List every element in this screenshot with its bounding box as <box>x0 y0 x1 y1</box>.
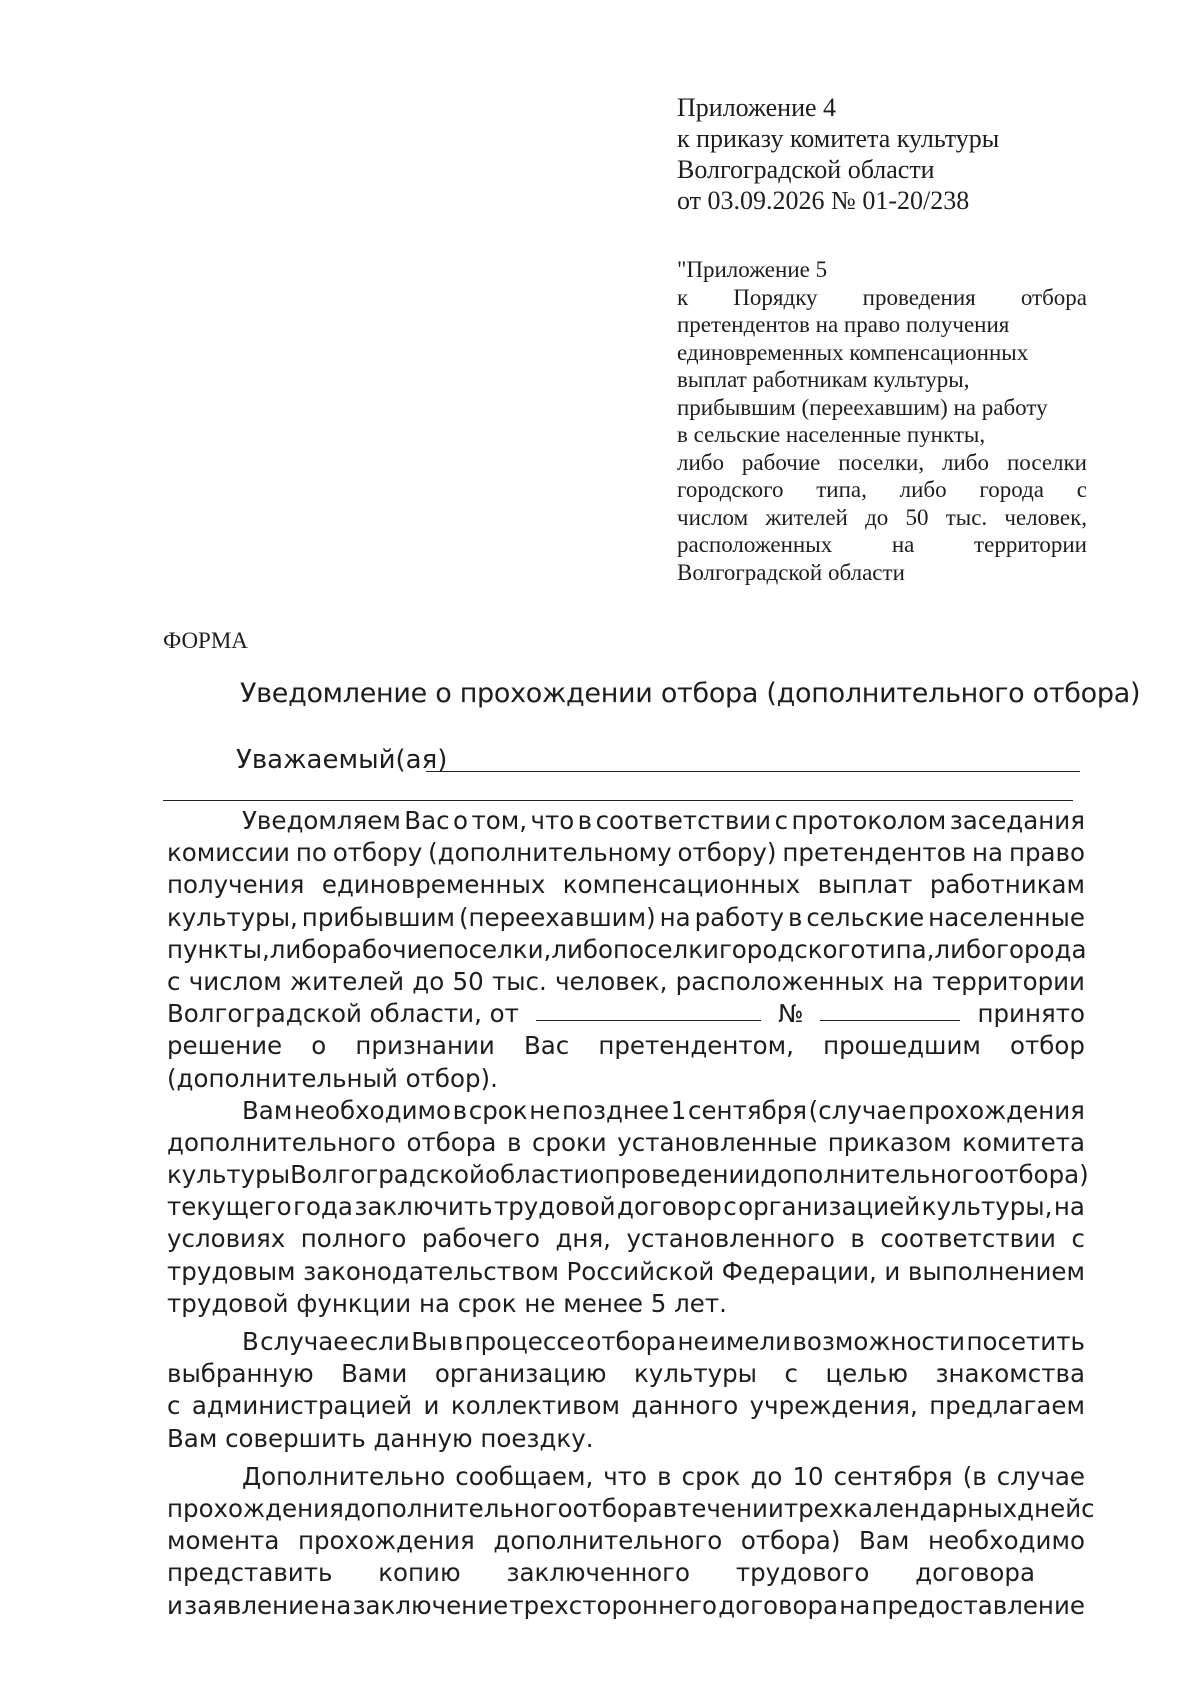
word: организацию <box>434 1359 607 1389</box>
word: признании <box>355 1031 495 1061</box>
word: компенсационных <box>562 870 801 900</box>
word: отбора <box>586 1327 677 1356</box>
word: учреждения, <box>749 1391 918 1421</box>
word: выбранную <box>167 1359 314 1389</box>
word: выплат <box>817 870 913 900</box>
word: сентября <box>688 1095 807 1125</box>
word: тыс. <box>491 966 547 996</box>
word: заключить <box>354 1192 493 1222</box>
word: сельские <box>806 902 925 932</box>
word: Вы <box>411 1327 448 1356</box>
paragraph-line <box>167 1159 1089 1191</box>
word: дней <box>1017 1493 1082 1523</box>
word: Волгоградской <box>290 1160 485 1190</box>
word: с <box>167 1391 181 1421</box>
word: на <box>1053 1192 1085 1222</box>
paragraph-line <box>167 837 1085 869</box>
word: с <box>774 806 789 835</box>
order-reference-line: претендентов на право получения <box>677 312 1010 337</box>
word: рабочего <box>421 1224 540 1254</box>
word: срок <box>468 1095 528 1125</box>
number-sign: № <box>777 999 804 1029</box>
order-reference <box>677 256 1087 586</box>
word: и <box>884 1256 901 1286</box>
word: целью <box>825 1359 908 1389</box>
word: дополнительного <box>493 1526 723 1556</box>
appendix-line: к приказу комитета культуры <box>677 124 1000 153</box>
word: и <box>423 1391 440 1421</box>
word: возможности <box>792 1327 966 1356</box>
word: с <box>784 1359 798 1389</box>
word: в <box>577 806 593 835</box>
word: области <box>484 1160 590 1190</box>
word: отбор <box>1010 1031 1085 1061</box>
word: прохождения <box>908 1095 1085 1125</box>
paragraph-line <box>167 1223 1085 1255</box>
word: необходимо <box>293 1095 451 1125</box>
word: заключенного <box>506 1558 690 1588</box>
word: предлагаем <box>929 1391 1085 1421</box>
appendix-header <box>677 92 1097 216</box>
word: Вас <box>404 806 450 835</box>
salutation-label: Уважаемый(ая) <box>236 745 448 775</box>
word: трехстороннего <box>509 1590 718 1620</box>
word: договора <box>718 1590 839 1620</box>
word: не <box>529 1095 561 1125</box>
word: отбора <box>572 1493 663 1523</box>
word: 1 <box>670 1095 687 1125</box>
word: прохождения <box>297 1526 475 1556</box>
paragraph-line <box>167 869 1085 901</box>
word: о <box>453 806 469 835</box>
word: знакомства <box>935 1359 1085 1389</box>
word: на <box>839 1590 871 1620</box>
text-segment: принято <box>977 999 1085 1029</box>
word: комиссии <box>167 838 290 868</box>
word: право <box>1008 838 1085 868</box>
word: Российской <box>566 1256 715 1286</box>
paragraph-line <box>167 1127 1085 1159</box>
word: договора <box>915 1558 1035 1588</box>
word: администрацией <box>191 1391 413 1421</box>
word: с <box>1081 1493 1095 1523</box>
word: течении <box>677 1493 784 1523</box>
word: с <box>1071 1224 1085 1254</box>
order-reference-line: единовременных компенсационных <box>677 339 1029 365</box>
word: условиях <box>167 1224 286 1254</box>
word: в <box>787 902 803 932</box>
word: текущего <box>167 1192 292 1222</box>
word: на <box>659 902 691 932</box>
paragraph-line <box>167 1423 1085 1455</box>
order-reference-line: либо рабочие поселки, либо поселки <box>677 449 1087 475</box>
word: Вам <box>242 1095 293 1125</box>
paragraph-line <box>167 1461 1085 1493</box>
word: соответствии <box>595 806 772 835</box>
word: типа, <box>865 934 935 964</box>
order-reference-line: прибывшим (переехавшим) на работу <box>677 394 1048 420</box>
notification-body <box>167 805 1095 1622</box>
word: отбора) <box>740 1526 841 1556</box>
word: поселки <box>613 934 719 964</box>
word: приказом <box>827 1127 952 1157</box>
word: поселки, <box>437 934 552 964</box>
word: на <box>972 838 1004 868</box>
word: в <box>448 1327 464 1356</box>
salutation-row <box>236 742 1080 778</box>
paragraph-line <box>167 1063 1085 1095</box>
word: дополнительного <box>167 1127 396 1157</box>
word: проведении <box>604 1160 761 1190</box>
word: получения <box>167 870 305 900</box>
word: заявление <box>184 1590 320 1620</box>
word: о <box>589 1160 605 1190</box>
word: предоставление <box>871 1590 1085 1620</box>
form-label: ФОРМА <box>163 628 248 653</box>
word: полного <box>300 1224 407 1254</box>
word: трудовой <box>493 1192 616 1222</box>
word: на <box>320 1590 352 1620</box>
word: с <box>167 966 181 996</box>
word: данного <box>631 1391 739 1421</box>
word: отбору) <box>677 838 777 868</box>
word: культуры <box>633 1359 758 1389</box>
word: претендентов <box>782 838 967 868</box>
text-segment: Вам совершить данную поездку. <box>167 1423 594 1453</box>
word: о <box>311 1031 327 1061</box>
word: что <box>530 806 575 835</box>
word: и <box>167 1590 183 1620</box>
word: работникам <box>929 870 1085 900</box>
word: в <box>452 1095 468 1125</box>
word: копию <box>378 1558 461 1588</box>
paragraph-line <box>167 1358 1085 1390</box>
word: в <box>662 1493 678 1523</box>
order-reference-line: к Порядку проведения отбора <box>677 284 1087 310</box>
word: комитета <box>962 1127 1085 1157</box>
word: до <box>750 1461 783 1491</box>
word: что <box>603 1461 648 1491</box>
word: рабочие <box>331 934 438 964</box>
word: процессе <box>464 1327 585 1356</box>
word: решение <box>167 1031 283 1061</box>
text-segment: (дополнительный отбор). <box>167 1063 498 1093</box>
word: трудового <box>735 1558 870 1588</box>
word: дополнительного <box>760 1160 990 1190</box>
paragraph-line <box>167 805 1085 837</box>
word: (дополнительному <box>428 838 672 868</box>
word: расположенных <box>675 966 885 996</box>
word: отбора) <box>989 1160 1089 1190</box>
paragraph-line <box>167 1326 1085 1358</box>
word: (переехавшим) <box>458 902 656 932</box>
word: 10 <box>792 1461 824 1491</box>
word: прошедшим <box>823 1031 981 1061</box>
paragraph-line <box>167 934 1085 966</box>
word: претендентом, <box>598 1031 794 1061</box>
word: либо <box>269 934 332 964</box>
word: культуры, <box>921 1192 1053 1222</box>
word: если <box>349 1327 410 1356</box>
word: работу <box>694 902 784 932</box>
order-reference-line: выплат работникам культуры, <box>677 367 970 392</box>
word: выполнением <box>907 1256 1085 1286</box>
word: сообщаем, <box>455 1461 594 1491</box>
word: города <box>996 934 1087 964</box>
word: на <box>892 966 924 996</box>
paragraph-line <box>167 1030 1085 1062</box>
paragraph-line <box>167 1557 1085 1589</box>
word: Вас <box>523 1031 570 1061</box>
paragraph-line <box>167 1095 1085 1127</box>
order-reference-line: расположенных на территории <box>677 532 1087 557</box>
appendix-line: Волгоградской области <box>677 155 935 184</box>
word: отбора <box>406 1127 497 1157</box>
word: случае <box>260 1327 349 1356</box>
word: имели <box>710 1327 792 1356</box>
order-reference-line: числом жителей до 50 тыс. человек, <box>677 504 1087 530</box>
word: протоколом <box>791 806 947 835</box>
word: календарных <box>843 1493 1018 1523</box>
word: случае <box>996 1461 1085 1491</box>
word: необходимо <box>927 1526 1085 1556</box>
word: Дополнительно <box>242 1461 446 1491</box>
word: срок <box>681 1461 741 1491</box>
word: посетить <box>966 1327 1085 1356</box>
text-segment: Волгоградской области, от <box>167 999 519 1029</box>
word: отбору <box>332 838 423 868</box>
word: прохождения <box>167 1493 344 1523</box>
order-reference-line: в сельские населенные пункты, <box>677 422 986 447</box>
word: установленного <box>626 1224 835 1254</box>
word: единовременных <box>321 870 546 900</box>
paragraph-line <box>167 902 1085 934</box>
appendix-line: Приложение 4 <box>677 93 837 122</box>
word: дня, <box>555 1224 611 1254</box>
word: в <box>657 1461 672 1491</box>
word: Федерации, <box>721 1256 877 1286</box>
paragraph-line-with-blanks <box>167 998 1085 1030</box>
word: В <box>242 1327 259 1356</box>
word: в <box>850 1224 865 1254</box>
word: пункты, <box>167 934 270 964</box>
word: человек, <box>555 966 668 996</box>
word: либо <box>934 934 997 964</box>
word: позднее <box>561 1095 670 1125</box>
word: сентября <box>833 1461 953 1491</box>
word: Вами <box>341 1359 408 1389</box>
recipient-name-blank-continued <box>163 800 1073 801</box>
paragraph-line <box>167 1256 1085 1288</box>
word: в <box>506 1127 522 1157</box>
text-segment: трудовой функции на срок не менее 5 лет. <box>167 1288 727 1318</box>
word: заседания <box>949 806 1085 835</box>
word: культуры <box>167 1160 291 1190</box>
appendix-order-number: от 03.09.2026 № 01-20/238 <box>677 186 970 215</box>
word: (в <box>962 1461 987 1491</box>
word: Вам <box>859 1526 910 1556</box>
word: городского <box>718 934 866 964</box>
word: сроки <box>531 1127 607 1157</box>
word: числом <box>188 966 282 996</box>
order-reference-line: "Приложение 5 <box>677 257 828 282</box>
word: культуры, <box>167 902 298 932</box>
word: жителей <box>290 966 405 996</box>
word: либо <box>551 934 613 964</box>
word: населенные <box>928 902 1085 932</box>
word: Уведомляем <box>242 806 401 835</box>
order-reference-line: Волгоградской области <box>677 559 905 585</box>
word: том, <box>471 806 528 835</box>
word: не <box>677 1327 709 1356</box>
word: момента <box>167 1526 280 1556</box>
word: соответствии <box>880 1224 1056 1254</box>
paragraph-line <box>167 1525 1085 1557</box>
word: заключение <box>352 1590 509 1620</box>
word: договор <box>617 1192 722 1222</box>
word: трех <box>783 1493 844 1523</box>
word: трудовым <box>167 1256 296 1286</box>
word: дополнительного <box>343 1493 573 1523</box>
recipient-name-blank <box>426 771 1080 772</box>
word: прибывшим <box>301 902 456 932</box>
protocol-number-blank <box>820 998 960 1021</box>
word: до <box>412 966 445 996</box>
word: (случае <box>808 1095 907 1125</box>
word: организацией <box>738 1192 921 1222</box>
word: установленные <box>617 1127 818 1157</box>
document-title: Уведомление о прохождении отбора (дополнительного отбора) <box>240 678 1141 709</box>
order-reference-line: городского типа, либо города с <box>677 477 1087 502</box>
word: с <box>723 1192 737 1222</box>
paragraph-line <box>167 1191 1085 1223</box>
word: представить <box>167 1558 333 1588</box>
protocol-date-blank <box>536 998 761 1021</box>
word: законодательством <box>303 1256 559 1286</box>
word: года <box>293 1192 353 1222</box>
paragraph-line <box>167 1288 1085 1320</box>
paragraph-line <box>167 1390 1085 1422</box>
paragraph-line <box>167 1493 1095 1525</box>
paragraph-line <box>167 1590 1085 1622</box>
word: коллективом <box>450 1391 620 1421</box>
word: 50 <box>452 966 484 996</box>
paragraph-line <box>167 966 1085 998</box>
word: территории <box>931 966 1085 996</box>
word: по <box>295 838 327 868</box>
